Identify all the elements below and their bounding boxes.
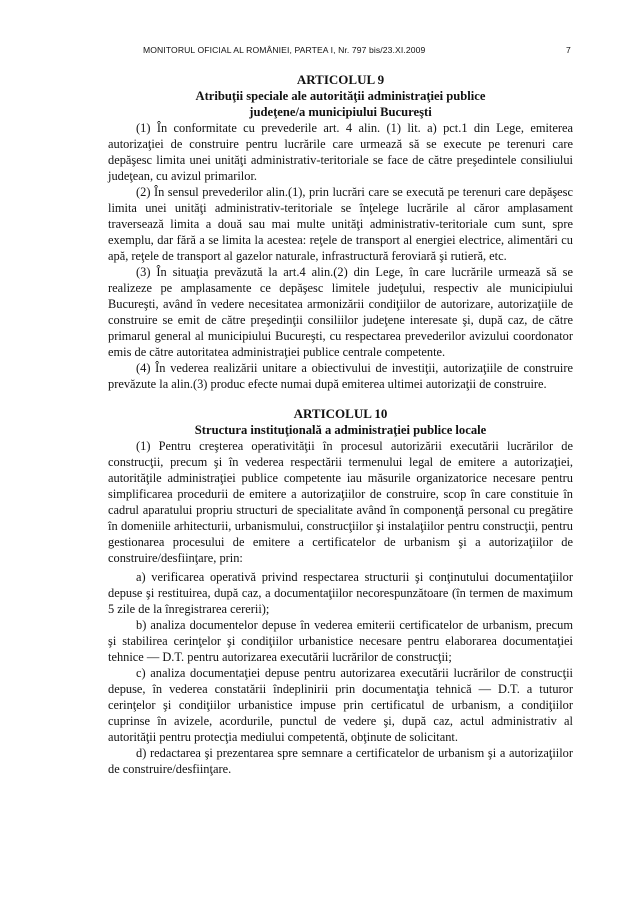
article-9-subtitle-line1: Atribuţii speciale ale autorităţii administraţiei publice [195,89,486,103]
article-10-item-b: b) analiza documentelor depuse în vederea emiterii certificatelor de urbanism, precum şi stabilirea cerinţelor şi condiţiilor urbanistice necesare pentru elaborarea documentaţiei tehnice — D.T. pentru autorizarea executării lucrărilor de construcţii; [108,618,573,664]
document-body [108,72,573,777]
article-9 [108,72,573,392]
article-9-paragraph-2: (2) În sensul prevederilor alin.(1), prin lucrări care se execută pe terenuri care depăşesc limita unei unităţi administrativ-teritoriale se înţelege lucrările al căror amplasament traversează limita a două sau mai multe unităţi administrativ-teritoriale cum sunt, spre exemplu, dar fără a se limita la acestea: reţele de transport al energiei electrice, alimentări cu apă, reţele de transport al gazelor naturale, infrastructură feroviară şi rutieră, etc. [108,185,573,263]
article-9-paragraph-1: (1) În conformitate cu prevederile art. 4 alin. (1) lit. a) pct.1 din Lege, emiterea autorizaţiei de construire pentru lucrările care urmează să se execute pe terenuri care depăşesc limita unei unităţi administrativ-teritoriale se face de către preşedintele consiliului judeţean, cu avizul primarilor. [108,121,573,183]
article-10-item-a: a) verificarea operativă privind respectarea structurii şi conţinutului documentaţiilor depuse şi restituirea, după caz, a documentaţiilor necorespunzătoare (în termen de maximum 5 zile de la înregistrarea cererii); [108,570,573,616]
article-9-paragraph-4: (4) În vederea realizării unitare a obiectivului de investiţii, autorizaţiile de construire prevăzute la alin.(3) produc efecte numai după emiterea ultimei autorizaţii de construire. [108,361,573,391]
article-10 [108,406,573,777]
article-10-item-d: d) redactarea şi prezentarea spre semnare a certificatelor de urbanism şi a autorizaţiilor de construire/desfiinţare. [108,746,573,776]
article-9-paragraph-3: (3) În situaţia prevăzută la art.4 alin.(2) din Lege, în care lucrările urmează să se realizeze pe amplasamente ce depăşesc limitele judeţului, respectiv ale municipiului Bucureşti, având în vedere necesitatea armonizării condiţiilor de autorizare, autorizaţiile de construire se emit de către preşedinţii consiliilor judeţene interesate şi, după caz, de către primarul general al municipiului Bucureşti, cu respectarea prevederilor avizului coordonator emis de către autoritatea administraţiei publice centrale competente. [108,265,573,359]
page-number: 7 [566,45,571,55]
article-10-intro: (1) Pentru creşterea operativităţii în procesul autorizării executării lucrărilor de construcţii, precum şi în vederea respectării termenului legal de emitere a autorizaţiei, autorităţile administraţiei publice competente iau măsurile organizatorice necesare pentru simplificarea procedurii de emitere a autorizaţiilor de construire, scop în care constituie în cadrul aparatului propriu structuri de specialitate având în componenţă personal cu pregătire în domeniile arhitecturii, urbanismului, construcţiilor şi instalaţiilor pentru construcţii, pentru gestionarea procesului de emitere a certificatelor de urbanism şi a autorizaţiilor de construire/desfiinţare, prin: [108,439,573,565]
article-10-subtitle: Structura instituţională a administraţiei publice locale [194,423,487,437]
page-header [0,45,638,59]
article-9-subtitle-line2: judeţene/a municipiului Bucureşti [249,105,432,119]
publication-header: MONITORUL OFICIAL AL ROMÂNIEI, PARTEA I, Nr. 797 bis/23.XI.2009 [143,45,426,55]
article-10-item-c: c) analiza documentaţiei depuse pentru autorizarea executării lucrărilor de construcţii depuse, în vederea constatării îndeplinirii prin documentaţia tehnică — D.T. a tuturor cerinţelor şi condiţiilor urbanistice impuse prin certificatul de urbanism, a condiţiilor cuprinse în avizele, acordurile, punctul de vedere şi, după caz, actul administrativ al autorităţii pentru protecţia mediului competentă, obţinute de solicitant. [108,666,573,744]
article-9-title: ARTICOLUL 9 [296,72,385,87]
article-10-title: ARTICOLUL 10 [293,406,388,421]
